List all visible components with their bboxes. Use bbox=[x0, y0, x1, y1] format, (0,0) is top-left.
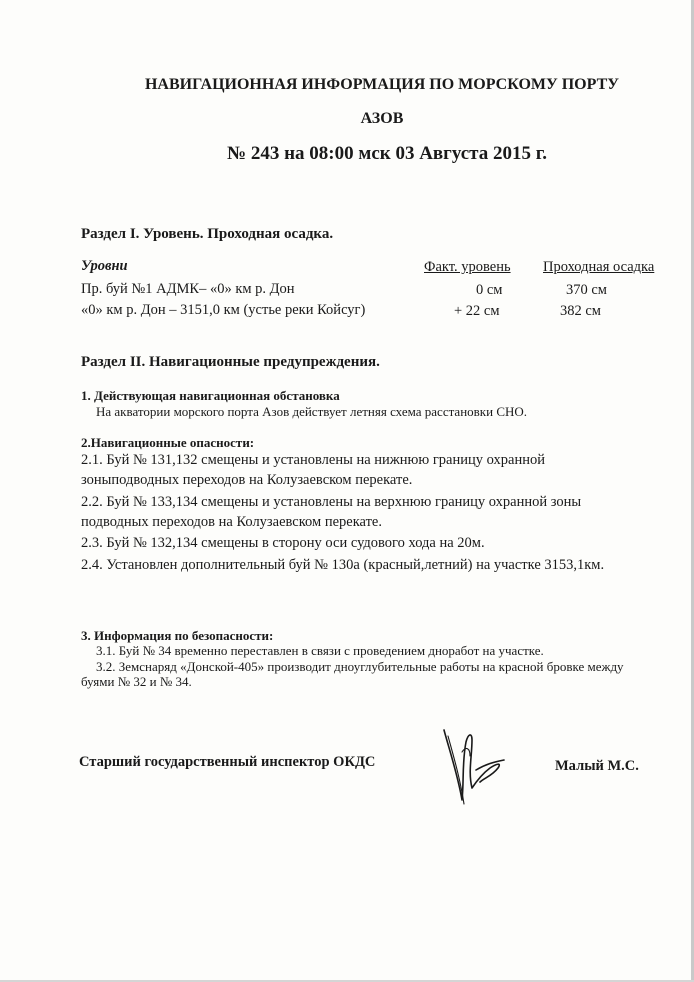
signature-icon bbox=[432, 712, 522, 812]
level-row-1-fact: 0 см bbox=[476, 282, 503, 298]
port-name: АЗОВ bbox=[360, 110, 404, 127]
level-row-2-fact: + 22 см bbox=[454, 303, 500, 319]
col-draft-header: Проходная осадка bbox=[543, 259, 655, 275]
hazard-item-2-3: 2.3. Буй № 132,134 смещены в сторону оси судового хода на 20м. bbox=[81, 535, 485, 551]
hazard-item-2-2: 2.2. Буй № 133,134 смещены и установлены на верхнюю границу охранной зоны bbox=[81, 494, 582, 510]
inspector-title: Старший государственный инспектор ОКДС bbox=[79, 754, 376, 770]
safety-info-heading: 3. Информация по безопасности: bbox=[81, 628, 274, 643]
safety-item-3-2: 3.2. Земснаряд «Донской-405» производит дноуглубительные работы на красной бровке между bbox=[96, 659, 624, 674]
safety-item-3-2-cont: буями № 32 и № 34. bbox=[81, 674, 192, 689]
document-title: НАВИГАЦИОННАЯ ИНФОРМАЦИЯ ПО МОРСКОМУ ПОРТУ bbox=[144, 76, 619, 93]
col-fact-header: Факт. уровень bbox=[424, 259, 511, 275]
hazard-item-2-2-cont: подводных переходов на Колузаевском перекате. bbox=[81, 514, 382, 530]
safety-item-3-1: 3.1. Буй № 34 временно переставлен в связи с проведением дноработ на участке. bbox=[96, 643, 544, 658]
level-row-2-name: «0» км р. Дон – 3151,0 км (устье реки Койсуг) bbox=[81, 302, 366, 318]
section1-heading: Раздел I. Уровень. Проходная осадка. bbox=[81, 226, 334, 242]
hazards-heading: 2.Навигационные опасности: bbox=[81, 435, 255, 450]
hazard-item-2-1-cont: зоныподводных переходов на Колузаевском перекате. bbox=[81, 472, 413, 488]
current-situation-text: На акватории морского порта Азов действует летняя схема расстановки СНО. bbox=[96, 404, 528, 419]
col-levels-header: Уровни bbox=[81, 258, 128, 274]
section2-heading: Раздел II. Навигационные предупреждения. bbox=[81, 354, 380, 370]
inspector-name: Малый М.С. bbox=[555, 758, 639, 774]
current-situation-heading: 1. Действующая навигационная обстановка bbox=[81, 388, 340, 403]
level-row-2-draft: 382 см bbox=[560, 303, 601, 319]
bulletin-number-date: № 243 на 08:00 мск 03 Августа 2015 г. bbox=[227, 143, 547, 164]
hazard-item-2-1: 2.1. Буй № 131,132 смещены и установлены на нижнюю границу охранной bbox=[81, 452, 545, 468]
hazard-item-2-4: 2.4. Установлен дополнительный буй № 130а (красный,летний) на участке 3153,1км. bbox=[81, 557, 605, 573]
level-row-1-name: Пр. буй №1 АДМК– «0» км р. Дон bbox=[81, 281, 295, 297]
level-row-1-draft: 370 см bbox=[566, 282, 607, 298]
